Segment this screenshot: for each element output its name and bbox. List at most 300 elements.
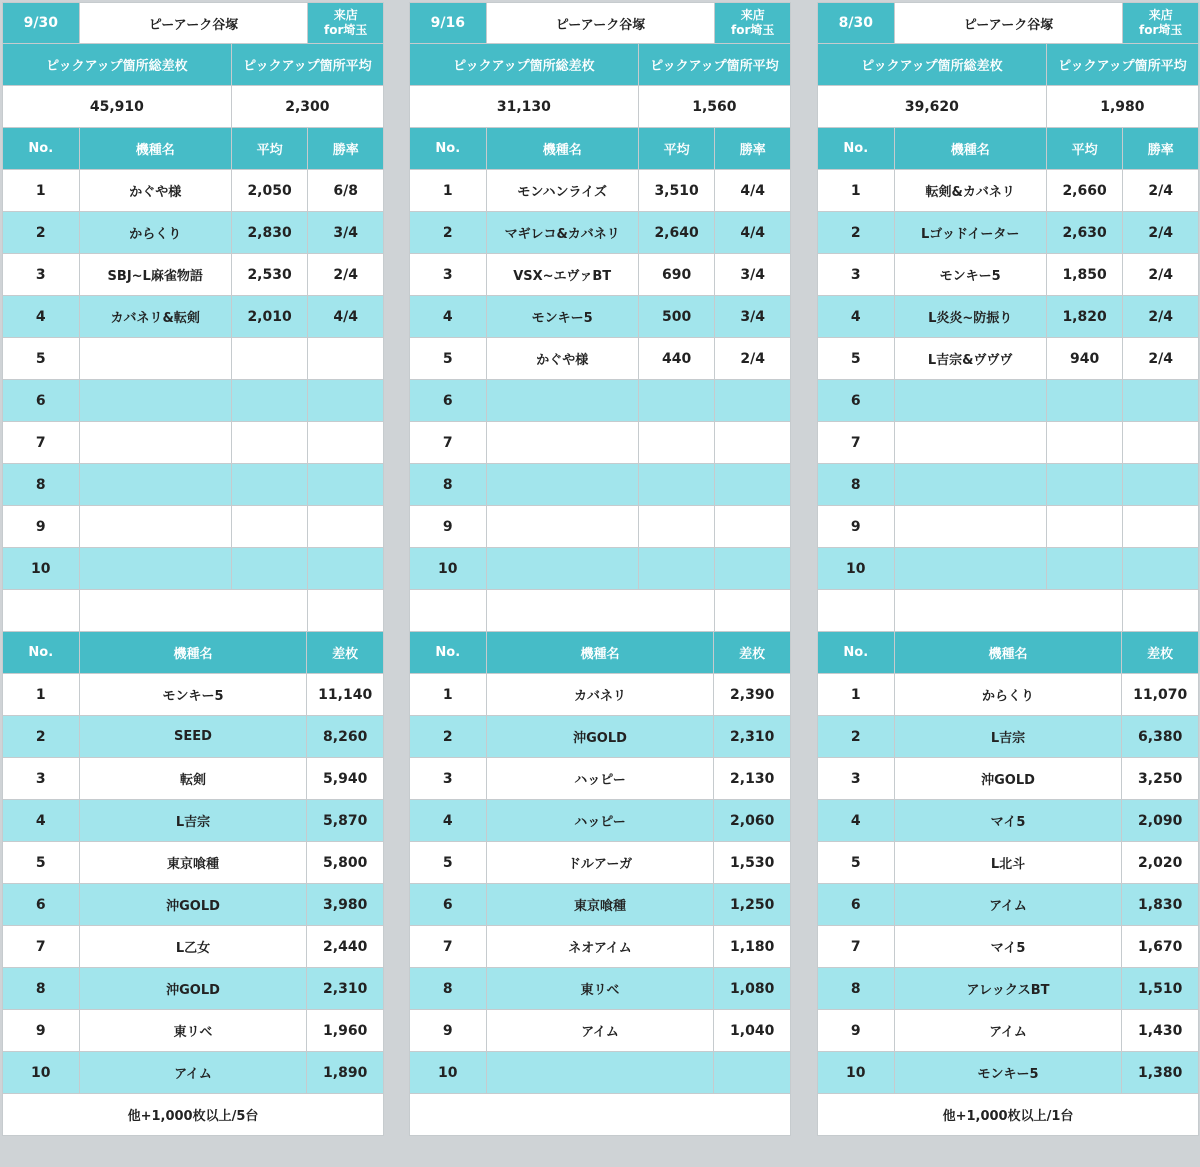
pickup-no: 6: [2, 379, 80, 422]
pickup-winrate: 3/4: [714, 295, 791, 338]
ranking-row: [817, 883, 1198, 925]
pickup-row: [409, 337, 790, 379]
pickup-average: [1046, 505, 1124, 548]
ranking-diff: 5,940: [306, 757, 384, 800]
pickup-no: 9: [2, 505, 80, 548]
ranking-diff: 2,130: [713, 757, 791, 800]
visit-badge: [714, 2, 791, 44]
pickup-winrate: [1122, 379, 1199, 422]
ranking-diff: 3,980: [306, 883, 384, 926]
pickup-average: 500: [638, 295, 716, 338]
ranking-model: モンキー5: [79, 673, 308, 716]
pickup-winrate: 2/4: [1122, 337, 1199, 380]
pickup-no: 5: [2, 337, 80, 380]
ranking-model: マイ5: [894, 925, 1123, 968]
pickup-no: 1: [817, 169, 895, 212]
ranking-diff: [713, 1051, 791, 1094]
pickup-winrate: 4/4: [714, 211, 791, 254]
ranking-col-diff: 差枚: [713, 631, 791, 674]
pickup-winrate: [1122, 421, 1199, 464]
pickup-average: [1046, 547, 1124, 590]
pickup-no: 6: [817, 379, 895, 422]
pickup-model: [79, 505, 232, 548]
footer-note: 他+1,000枚以上/5台: [2, 1093, 384, 1136]
pickup-row: [409, 211, 790, 253]
pickup-model: [486, 379, 639, 422]
ranking-row: [2, 883, 383, 925]
pickup-average: [638, 505, 716, 548]
ranking-model: 沖GOLD: [79, 883, 308, 926]
pickup-average: [1046, 421, 1124, 464]
ranking-row: [2, 799, 383, 841]
ranking-no: 3: [2, 757, 80, 800]
pickup-average: [231, 379, 309, 422]
pickup-no: 9: [817, 505, 895, 548]
ranking-row: [2, 1051, 383, 1093]
pickup-average: 2,050: [231, 169, 309, 212]
pickup-model: [894, 421, 1047, 464]
pickup-model: [486, 505, 639, 548]
pickup-no: 8: [409, 463, 487, 506]
pickup-row: [409, 253, 790, 295]
pickup-model: 転剣&カバネリ: [894, 169, 1047, 212]
pickup-winrate: 2/4: [1122, 169, 1199, 212]
pickup-row: [817, 211, 1198, 253]
pickup-row: [817, 463, 1198, 505]
ranking-no: 7: [817, 925, 895, 968]
store-name: ピーアーク谷塚: [486, 2, 716, 44]
ranking-diff: 6,380: [1121, 715, 1199, 758]
ranking-row: [2, 967, 383, 1009]
ranking-model: ドルアーガ: [486, 841, 715, 884]
visit-badge-line2: for埼玉: [731, 23, 775, 37]
pickup-model: [894, 547, 1047, 590]
ranking-diff: 1,380: [1121, 1051, 1199, 1094]
ranking-no: 1: [409, 673, 487, 716]
ranking-diff: 11,070: [1121, 673, 1199, 716]
pickup-average: [638, 547, 716, 590]
pickup-winrate: [714, 421, 791, 464]
ranking-model: カバネリ: [486, 673, 715, 716]
pickup-col-no: No.: [2, 127, 80, 170]
ranking-no: 9: [2, 1009, 80, 1052]
visit-badge-line1: 来店: [1148, 8, 1173, 22]
pickup-model: L炎炎~防振り: [894, 295, 1047, 338]
pickup-col-model: 機種名: [79, 127, 232, 170]
store-name: ピーアーク谷塚: [894, 2, 1124, 44]
pickup-average: 2,660: [1046, 169, 1124, 212]
spacer-cell: [817, 589, 895, 632]
ranking-col-model: 機種名: [894, 631, 1123, 674]
pickup-model: [486, 463, 639, 506]
ranking-diff: 1,510: [1121, 967, 1199, 1010]
pickup-no: 7: [817, 421, 895, 464]
ranking-no: 4: [409, 799, 487, 842]
pickup-average: 690: [638, 253, 716, 296]
spacer-cell: [2, 589, 80, 632]
ranking-model: モンキー5: [894, 1051, 1123, 1094]
pickup-row: [2, 547, 383, 589]
pickup-no: 10: [409, 547, 487, 590]
pickup-row: [2, 211, 383, 253]
ranking-no: 3: [409, 757, 487, 800]
pickup-model: モンハンライズ: [486, 169, 639, 212]
ranking-model: 沖GOLD: [894, 757, 1123, 800]
pickup-row: [409, 505, 790, 547]
pickup-col-no: No.: [817, 127, 895, 170]
ranking-row: [817, 715, 1198, 757]
ranking-row: [409, 673, 790, 715]
ranking-no: 9: [409, 1009, 487, 1052]
pickup-average: [231, 547, 309, 590]
pickup-model: [79, 337, 232, 380]
pickup-row: [2, 421, 383, 463]
pickup-no: 3: [2, 253, 80, 296]
pickup-winrate: 2/4: [714, 337, 791, 380]
pickup-average-header: ピックアップ箇所平均: [1046, 43, 1199, 86]
ranking-model: L吉宗: [79, 799, 308, 842]
pickup-average: 2,010: [231, 295, 309, 338]
pickup-average: 1,820: [1046, 295, 1124, 338]
pickup-no: 3: [817, 253, 895, 296]
ranking-no: 10: [817, 1051, 895, 1094]
ranking-diff: 1,040: [713, 1009, 791, 1052]
pickup-average: 2,830: [231, 211, 309, 254]
ranking-row: [409, 1051, 790, 1093]
visit-badge-line2: for埼玉: [1139, 23, 1183, 37]
ranking-row: [409, 967, 790, 1009]
pickup-no: 8: [2, 463, 80, 506]
ranking-row: [409, 715, 790, 757]
ranking-diff: 5,870: [306, 799, 384, 842]
pickup-average: [231, 505, 309, 548]
pickup-average: 3,510: [638, 169, 716, 212]
ranking-no: 3: [817, 757, 895, 800]
pickup-no: 2: [2, 211, 80, 254]
pickup-col-winrate: 勝率: [307, 127, 384, 170]
ranking-no: 9: [817, 1009, 895, 1052]
pickup-col-average: 平均: [1046, 127, 1124, 170]
ranking-diff: 1,250: [713, 883, 791, 926]
pickup-average: [231, 463, 309, 506]
pickup-winrate: [1122, 505, 1199, 548]
pickup-winrate: [307, 547, 384, 590]
pickup-row: [409, 547, 790, 589]
ranking-row: [817, 757, 1198, 799]
pickup-row: [2, 295, 383, 337]
pickup-winrate: 2/4: [1122, 295, 1199, 338]
ranking-row: [2, 1009, 383, 1051]
pickup-winrate: [1122, 463, 1199, 506]
pickup-total-header: ピックアップ箇所総差枚: [817, 43, 1047, 86]
spacer-cell: [714, 589, 791, 632]
ranking-no: 5: [409, 841, 487, 884]
store-name: ピーアーク谷塚: [79, 2, 309, 44]
ranking-no: 1: [817, 673, 895, 716]
pickup-model: [79, 547, 232, 590]
ranking-model: 東京喰種: [79, 841, 308, 884]
pickup-row: [409, 295, 790, 337]
ranking-model: アイム: [894, 883, 1123, 926]
pickup-total-value: 45,910: [2, 85, 232, 128]
pickup-winrate: [307, 463, 384, 506]
pickup-no: 3: [409, 253, 487, 296]
pickup-winrate: 4/4: [714, 169, 791, 212]
ranking-diff: 2,390: [713, 673, 791, 716]
ranking-no: 5: [2, 841, 80, 884]
pickup-average: 2,530: [231, 253, 309, 296]
ranking-diff: 1,080: [713, 967, 791, 1010]
spacer-cell: [307, 589, 384, 632]
pickup-row: [409, 379, 790, 421]
spacer-cell: [79, 589, 309, 632]
pickup-model: [486, 547, 639, 590]
pickup-average-header: ピックアップ箇所平均: [231, 43, 384, 86]
pickup-winrate: [714, 379, 791, 422]
pickup-winrate: 6/8: [307, 169, 384, 212]
ranking-no: 2: [409, 715, 487, 758]
pickup-model: モンキー5: [894, 253, 1047, 296]
pickup-row: [2, 463, 383, 505]
ranking-no: 4: [2, 799, 80, 842]
ranking-diff: 2,440: [306, 925, 384, 968]
ranking-no: 8: [2, 967, 80, 1010]
pickup-average-value: 2,300: [231, 85, 384, 128]
pickup-model: [894, 505, 1047, 548]
pickup-model: マギレコ&カバネリ: [486, 211, 639, 254]
ranking-no: 6: [817, 883, 895, 926]
ranking-model: [486, 1051, 715, 1094]
ranking-no: 1: [2, 673, 80, 716]
visit-badge-line1: 来店: [333, 8, 358, 22]
ranking-row: [2, 841, 383, 883]
pickup-model: [79, 463, 232, 506]
pickup-col-average: 平均: [231, 127, 309, 170]
pickup-model: [79, 379, 232, 422]
pickup-average: 2,630: [1046, 211, 1124, 254]
ranking-row: [2, 673, 383, 715]
pickup-average: 440: [638, 337, 716, 380]
ranking-diff: 1,430: [1121, 1009, 1199, 1052]
ranking-row: [409, 925, 790, 967]
ranking-col-no: No.: [409, 631, 487, 674]
ranking-no: 7: [2, 925, 80, 968]
ranking-col-diff: 差枚: [306, 631, 384, 674]
pickup-model: かぐや様: [486, 337, 639, 380]
ranking-diff: 3,250: [1121, 757, 1199, 800]
date-label: 9/16: [409, 2, 487, 44]
pickup-total-value: 39,620: [817, 85, 1047, 128]
ranking-no: 6: [2, 883, 80, 926]
pickup-total-value: 31,130: [409, 85, 639, 128]
pickup-row: [817, 295, 1198, 337]
pickup-no: 4: [817, 295, 895, 338]
pickup-average: [638, 463, 716, 506]
spacer-cell: [409, 589, 487, 632]
spacer-cell: [1122, 589, 1199, 632]
ranking-row: [817, 1009, 1198, 1051]
pickup-no: 1: [409, 169, 487, 212]
ranking-model: ネオアイム: [486, 925, 715, 968]
pickup-average-value: 1,980: [1046, 85, 1199, 128]
ranking-diff: 2,060: [713, 799, 791, 842]
pickup-no: 4: [2, 295, 80, 338]
pickup-average-header: ピックアップ箇所平均: [638, 43, 791, 86]
pickup-total-header: ピックアップ箇所総差枚: [409, 43, 639, 86]
pickup-no: 7: [2, 421, 80, 464]
ranking-model: L北斗: [894, 841, 1123, 884]
ranking-diff: 5,800: [306, 841, 384, 884]
ranking-col-model: 機種名: [79, 631, 308, 674]
pickup-row: [2, 253, 383, 295]
pickup-row: [2, 379, 383, 421]
ranking-no: 10: [2, 1051, 80, 1094]
ranking-row: [817, 1051, 1198, 1093]
ranking-no: 2: [817, 715, 895, 758]
pickup-no: 9: [409, 505, 487, 548]
ranking-no: 6: [409, 883, 487, 926]
ranking-model: アイム: [79, 1051, 308, 1094]
pickup-winrate: [714, 505, 791, 548]
pickup-model: [486, 421, 639, 464]
pickup-total-header: ピックアップ箇所総差枚: [2, 43, 232, 86]
pickup-winrate: 3/4: [307, 211, 384, 254]
pickup-no: 10: [2, 547, 80, 590]
pickup-model: モンキー5: [486, 295, 639, 338]
pickup-winrate: [307, 337, 384, 380]
ranking-row: [409, 883, 790, 925]
pickup-no: 2: [817, 211, 895, 254]
pickup-model: [79, 421, 232, 464]
ranking-diff: 1,960: [306, 1009, 384, 1052]
ranking-diff: 8,260: [306, 715, 384, 758]
ranking-model: ハッピー: [486, 799, 715, 842]
ranking-diff: 2,090: [1121, 799, 1199, 842]
pickup-winrate: [714, 463, 791, 506]
ranking-no: 2: [2, 715, 80, 758]
pickup-model: Lゴッドイーター: [894, 211, 1047, 254]
ranking-diff: 11,140: [306, 673, 384, 716]
ranking-diff: 1,180: [713, 925, 791, 968]
pickup-winrate: 3/4: [714, 253, 791, 296]
pickup-model: L吉宗&ヴヴヴ: [894, 337, 1047, 380]
pickup-no: 6: [409, 379, 487, 422]
pickup-average-value: 1,560: [638, 85, 791, 128]
ranking-model: 東リベ: [486, 967, 715, 1010]
pickup-no: 2: [409, 211, 487, 254]
ranking-model: 沖GOLD: [79, 967, 308, 1010]
ranking-row: [409, 841, 790, 883]
pickup-col-winrate: 勝率: [714, 127, 791, 170]
store-panel-3: [817, 2, 1198, 1135]
visit-badge-line1: 来店: [740, 8, 765, 22]
pickup-average: [231, 337, 309, 380]
pickup-no: 8: [817, 463, 895, 506]
date-label: 9/30: [2, 2, 80, 44]
ranking-col-diff: 差枚: [1121, 631, 1199, 674]
pickup-col-average: 平均: [638, 127, 716, 170]
pickup-model: カバネリ&転剣: [79, 295, 232, 338]
ranking-diff: 2,020: [1121, 841, 1199, 884]
store-panel-2: [409, 2, 790, 1135]
footer-note: [409, 1093, 791, 1136]
ranking-model: L吉宗: [894, 715, 1123, 758]
pickup-winrate: [307, 421, 384, 464]
pickup-row: [2, 505, 383, 547]
ranking-no: 8: [409, 967, 487, 1010]
ranking-model: ハッピー: [486, 757, 715, 800]
spacer-cell: [894, 589, 1124, 632]
pickup-average: 2,640: [638, 211, 716, 254]
ranking-no: 7: [409, 925, 487, 968]
ranking-col-no: No.: [817, 631, 895, 674]
pickup-winrate: [307, 505, 384, 548]
pickup-winrate: 2/4: [307, 253, 384, 296]
pickup-row: [817, 379, 1198, 421]
pickup-row: [817, 337, 1198, 379]
pickup-model: [894, 379, 1047, 422]
pickup-row: [2, 337, 383, 379]
ranking-model: SEED: [79, 715, 308, 758]
ranking-row: [817, 841, 1198, 883]
ranking-model: 東京喰種: [486, 883, 715, 926]
ranking-model: 東リベ: [79, 1009, 308, 1052]
ranking-col-no: No.: [2, 631, 80, 674]
pickup-winrate: 4/4: [307, 295, 384, 338]
ranking-no: 5: [817, 841, 895, 884]
pickup-average: [638, 421, 716, 464]
pickup-col-no: No.: [409, 127, 487, 170]
pickup-row: [817, 547, 1198, 589]
store-panel-1: [2, 2, 383, 1135]
pickup-winrate: [307, 379, 384, 422]
pickup-col-model: 機種名: [486, 127, 639, 170]
pickup-row: [409, 169, 790, 211]
ranking-model: 転剣: [79, 757, 308, 800]
pickup-model: かぐや様: [79, 169, 232, 212]
pickup-winrate: 2/4: [1122, 253, 1199, 296]
ranking-diff: 2,310: [306, 967, 384, 1010]
ranking-no: 8: [817, 967, 895, 1010]
visit-badge: [307, 2, 384, 44]
pickup-row: [817, 421, 1198, 463]
ranking-diff: 2,310: [713, 715, 791, 758]
footer-note: 他+1,000枚以上/1台: [817, 1093, 1199, 1136]
pickup-winrate: [1122, 547, 1199, 590]
pickup-model: SBJ~L麻雀物語: [79, 253, 232, 296]
pickup-average: [231, 421, 309, 464]
ranking-row: [2, 757, 383, 799]
pickup-model: VSX~エヴァBT: [486, 253, 639, 296]
ranking-col-model: 機種名: [486, 631, 715, 674]
pickup-average: [1046, 463, 1124, 506]
ranking-no: 4: [817, 799, 895, 842]
ranking-row: [409, 799, 790, 841]
ranking-row: [817, 967, 1198, 1009]
ranking-row: [2, 715, 383, 757]
ranking-row: [409, 1009, 790, 1051]
ranking-row: [817, 673, 1198, 715]
ranking-model: アレックスBT: [894, 967, 1123, 1010]
ranking-row: [2, 925, 383, 967]
ranking-row: [409, 757, 790, 799]
pickup-no: 5: [817, 337, 895, 380]
pickup-winrate: 2/4: [1122, 211, 1199, 254]
pickup-average: [1046, 379, 1124, 422]
date-label: 8/30: [817, 2, 895, 44]
ranking-model: アイム: [894, 1009, 1123, 1052]
pickup-col-model: 機種名: [894, 127, 1047, 170]
